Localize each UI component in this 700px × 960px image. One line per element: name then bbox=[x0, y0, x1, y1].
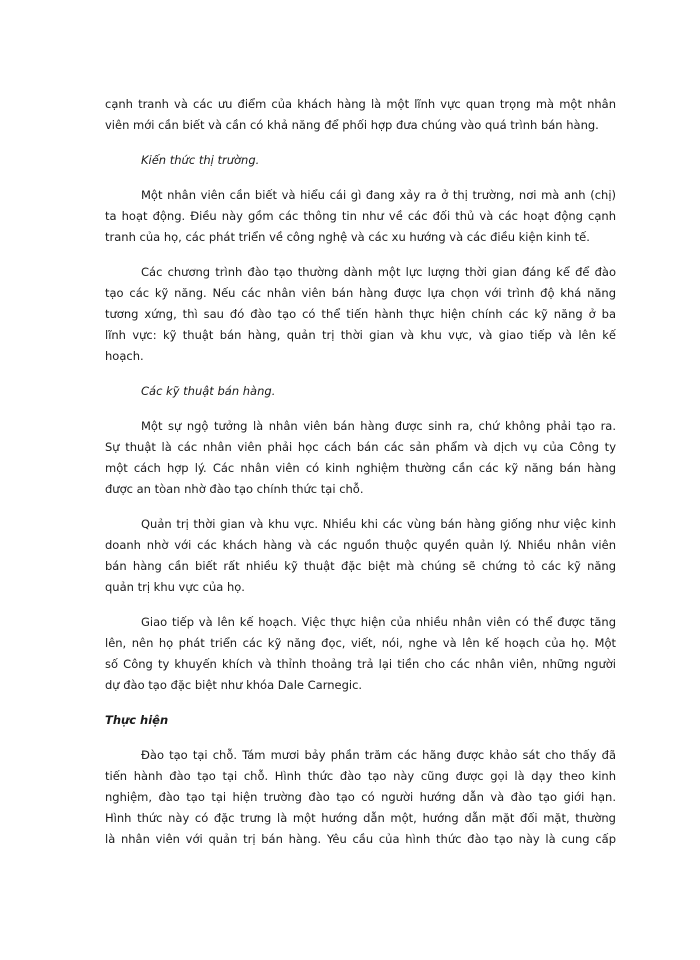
paragraph bbox=[105, 94, 616, 136]
text-line: Một sự ngộ tưởng là nhân viên bán hàng được sinh ra, chứ không phải tạo ra. bbox=[141, 419, 616, 433]
text-line: Đào tạo tại chỗ. Tám mươi bảy phần trăm các hãng được khảo sát cho thấy đã bbox=[141, 748, 616, 762]
subheading bbox=[105, 381, 616, 402]
text-line: Một nhân viên cần biết và hiểu cái gì đang xảy ra ở thị trường, nơi mà anh (chị) bbox=[141, 188, 616, 202]
text-line: quản trị khu vực của họ. bbox=[105, 580, 245, 594]
text-line: số Công ty khuyến khích và thỉnh thoảng trả lại tiền cho các nhân viên, những người bbox=[105, 657, 616, 671]
paragraph bbox=[105, 745, 616, 850]
text-line: Hình thức này có đặc trưng là một hướng dẫn một, hướng dẫn mặt đối mặt, thường bbox=[105, 811, 616, 825]
subheading-text: Các kỹ thuật bán hàng. bbox=[141, 384, 276, 398]
text-line: Quản trị thời gian và khu vực. Nhiều khi các vùng bán hàng giống như việc kinh bbox=[141, 517, 616, 531]
text-line: lên, nên họ phát triển các kỹ năng đọc, viết, nói, nghe và lên kế hoạch của họ. Một bbox=[105, 636, 616, 650]
section-heading-text: Thực hiện bbox=[105, 713, 169, 727]
text-line: một cách hợp lý. Các nhân viên có kinh nghiệm thường cần các kỹ năng bán hàng bbox=[105, 461, 616, 475]
text-line: Sự thuật là các nhân viên phải học cách bán các sản phẩm và dịch vụ của Công ty bbox=[105, 440, 616, 454]
paragraph bbox=[105, 514, 616, 598]
paragraph bbox=[105, 185, 616, 248]
text-line: là nhân viên với quản trị bán hàng. Yêu cầu của hình thức đào tạo này là cung cấp bbox=[105, 832, 616, 846]
text-line: được an tòan nhờ đào tạo chính thức tại chỗ. bbox=[105, 482, 364, 496]
text-line: tương xứng, thì sau đó đào tạo có thể tiến hành thực hiện chính các kỹ năng ở ba bbox=[105, 307, 616, 321]
subheading-text: Kiến thức thị trường. bbox=[141, 153, 260, 167]
text-line: cạnh tranh và các ưu điểm của khách hàng là một lĩnh vực quan trọng mà một nhân bbox=[105, 97, 616, 111]
paragraph bbox=[105, 612, 616, 696]
text-line: Giao tiếp và lên kế hoạch. Việc thực hiện của nhiều nhân viên có thể được tăng bbox=[141, 615, 616, 629]
text-line: tranh của họ, các phát triển về công nghệ và các xu hướng và các điều kiện kinh tế. bbox=[105, 230, 590, 244]
text-line: lĩnh vực: kỹ thuật bán hàng, quản trị thời gian và khu vực, và giao tiếp và lên kế bbox=[105, 328, 616, 342]
text-line: nghiệm, đào tạo tại hiện trường đào tạo có người hướng dẫn và đào tạo giới hạn. bbox=[105, 790, 616, 804]
text-line: doanh nhờ với các khách hàng và các nguồn thuộc quyền quản lý. Nhiều nhân viên bbox=[105, 538, 616, 552]
text-line: hoạch. bbox=[105, 349, 144, 363]
text-line: tạo các kỹ năng. Nếu các nhân viên bán hàng được lựa chọn với trình độ khá năng bbox=[105, 286, 616, 300]
text-line: bán hàng cần biết rất nhiều kỹ thuật đặc biệt mà chúng sẽ chứng tỏ các kỹ năng bbox=[105, 559, 616, 573]
text-line: tiến hành đào tạo tại chỗ. Hình thức đào tạo này cũng được gọi là dạy theo kinh bbox=[105, 769, 616, 783]
section-heading bbox=[105, 710, 616, 731]
text-line: dự đào tạo đặc biệt như khóa Dale Carnegic. bbox=[105, 678, 363, 692]
text-line: ta hoạt động. Điều này gồm các thông tin như về các đối thủ và các hoạt động cạnh bbox=[105, 209, 616, 223]
text-line: viên mới cần biết và cần có khả năng để phối hợp đưa chúng vào quá trình bán hàng. bbox=[105, 118, 599, 132]
text-line: Các chương trình đào tạo thường dành một lực lượng thời gian đáng kể để đào bbox=[141, 265, 616, 279]
subheading bbox=[105, 150, 616, 171]
paragraph bbox=[105, 262, 616, 367]
document-page bbox=[105, 94, 616, 864]
paragraph bbox=[105, 416, 616, 500]
